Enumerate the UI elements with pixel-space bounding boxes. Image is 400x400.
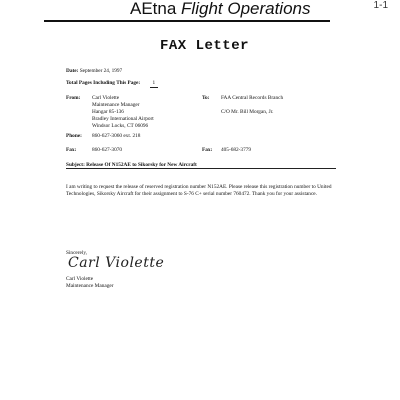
from-line: Carl Violette [92,95,120,101]
handwritten-signature: Carl Violette [68,255,165,271]
fax-to-value: 405-682-3779 [221,147,252,153]
to-line: FAA Central Records Branch [221,95,284,101]
total-pages-value: 1 [150,80,159,88]
subject-divider [66,168,336,169]
from-line: Hangar 85-136 [92,109,124,115]
to-block [221,95,283,116]
to-line: C/O Mr. Bill Morgan, Jr. [221,109,274,115]
from-label: From: [66,95,81,101]
brand-name: AEtna [130,0,177,18]
phone-label: Phone: [66,133,82,139]
to-line [221,102,283,109]
from-line: Maintenance Manager [92,102,140,108]
total-pages-row [66,80,158,88]
signer-name: Carl Violette [66,276,94,282]
letterhead-brand [130,0,311,19]
document-title: FAX Letter [160,38,250,54]
signer-title: Maintenance Manager [66,283,114,289]
header-rule [44,20,330,22]
date-label: Date: [66,68,79,74]
from-line: Windsor Locks, CT 06096 [92,123,149,129]
total-pages-label: Total Pages Including This Page: [66,80,141,86]
salutation: Sincerely, [66,250,87,256]
brand-tagline: Flight Operations [181,0,311,18]
closing-block [66,276,114,290]
to-label: To: [202,95,210,101]
phone-value: 860-627-3060 ext. 218 [92,133,141,139]
fax-from-value: 860-627-3070 [92,147,123,153]
from-block [92,95,154,130]
subject-value: Release Of N152AE to Sikorsky for New Aircraft [86,162,197,168]
fax-from-label: Fax: [66,147,77,153]
date-value: September 24, 1997 [79,68,123,74]
from-line: Bradley International Airport [92,116,154,122]
subject-label: Subject: [66,162,85,168]
letter-body: I am writing to request the release of reserved registration number N152AE. Please release this registration number to United Technologies, Sikorsky Aircraft for their assignment to S-76 C+ serial number 760472. Thank you for your assistance. [66,184,332,197]
page-mark: 1-1 [373,0,388,11]
date-row [66,68,122,75]
fax-to-label: Fax: [202,147,213,153]
